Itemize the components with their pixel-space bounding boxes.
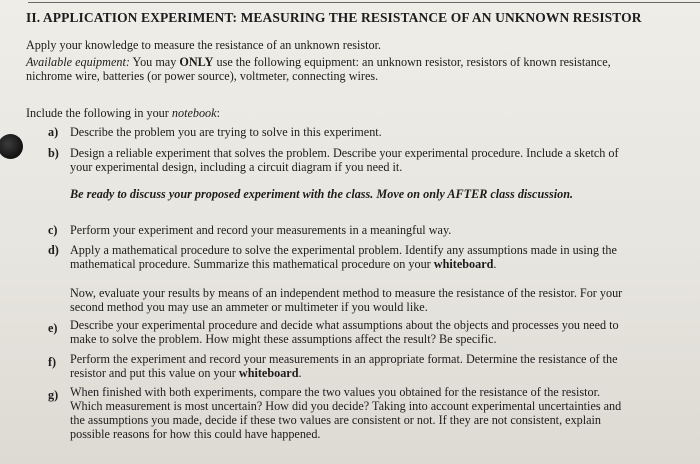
section-title: II. APPLICATION EXPERIMENT: MEASURING THE RESISTANCE OF AN UNKNOWN RESISTOR	[26, 10, 642, 25]
intro-line: Apply your knowledge to measure the resistance of an unknown resistor.	[26, 38, 382, 52]
equipment-line-2: nichrome wire, batteries (or power source), voltmeter, connecting wires.	[26, 69, 379, 83]
item-c-text: Perform your experiment and record your measurements in a meaningful way.	[70, 223, 452, 237]
item-b-text-2: your experimental design, including a circuit diagram if you need it.	[70, 160, 403, 174]
item-c-marker: c)	[48, 223, 58, 237]
item-f-whiteboard: whiteboard	[238, 366, 299, 380]
evaluate-line-2: second method you may use an ammeter or multimeter if you would like.	[70, 300, 428, 314]
ready-pre: Be ready to discuss your proposed experiment with the class. Move on only	[70, 187, 448, 201]
item-d-marker: d)	[48, 243, 59, 257]
equipment-only: ONLY	[179, 55, 214, 69]
item-g-text-3: the assumptions you made, decide if these two values are consistent or not. If they are not consistent, explain	[70, 413, 602, 427]
top-rule	[28, 2, 700, 3]
item-d-pre: mathematical procedure. Summarize this mathematical procedure on your	[70, 257, 434, 271]
item-e-marker: e)	[48, 321, 58, 335]
item-d-post: .	[493, 257, 497, 271]
equipment-rest: use the following equipment: an unknown resistor, resistors of known resistance,	[213, 55, 611, 69]
notebook-pre: Include the following in your	[26, 106, 172, 120]
item-e-text-2: make to solve the problem. How might these assumptions affect the result? Be specific.	[70, 332, 497, 346]
item-a-marker: a)	[48, 125, 59, 139]
item-d-text: Apply a mathematical procedure to solve the experimental problem. Identify any assumptions made in using the	[70, 243, 617, 257]
equipment-line	[26, 55, 611, 69]
notebook-line	[26, 106, 220, 120]
item-d-text-2	[70, 257, 496, 271]
item-f-post: .	[298, 366, 302, 380]
hole-punch	[0, 134, 23, 159]
notebook-word: notebook	[171, 106, 217, 120]
item-g-marker: g)	[48, 388, 59, 402]
ready-after: AFTER	[447, 187, 488, 201]
item-g-text: When finished with both experiments, compare the two values you obtained for the resistance of the resistor.	[70, 385, 601, 399]
item-a-text: Describe the problem you are trying to solve in this experiment.	[70, 125, 382, 139]
item-e-text: Describe your experimental procedure and decide what assumptions about the objects and processes you need to	[70, 318, 619, 332]
item-b-text: Design a reliable experiment that solves the problem. Describe your experimental procedure. Include a sketch of	[70, 146, 619, 160]
item-f-text-2	[70, 366, 302, 380]
ready-note	[70, 187, 573, 201]
item-f-marker: f)	[48, 355, 57, 369]
notebook-post: :	[216, 106, 220, 120]
item-f-text: Perform the experiment and record your measurements in an appropriate format. Determine the resistance of the	[70, 352, 618, 366]
equipment-label: Available equipment:	[26, 55, 130, 69]
evaluate-line: Now, evaluate your results by means of an independent method to measure the resistance of the resistor. For your	[70, 286, 623, 300]
item-g-text-4: possible reasons for how this could have happened.	[70, 427, 321, 441]
item-f-pre: resistor and put this value on your	[70, 366, 239, 380]
ready-post: class discussion.	[487, 187, 574, 201]
item-g-text-2: Which measurement is most uncertain? How did you decide? Taking into account experimental uncertainties and	[70, 399, 622, 413]
item-b-marker: b)	[48, 146, 59, 160]
item-d-whiteboard: whiteboard	[433, 257, 494, 271]
equipment-pre: You may	[129, 55, 180, 69]
